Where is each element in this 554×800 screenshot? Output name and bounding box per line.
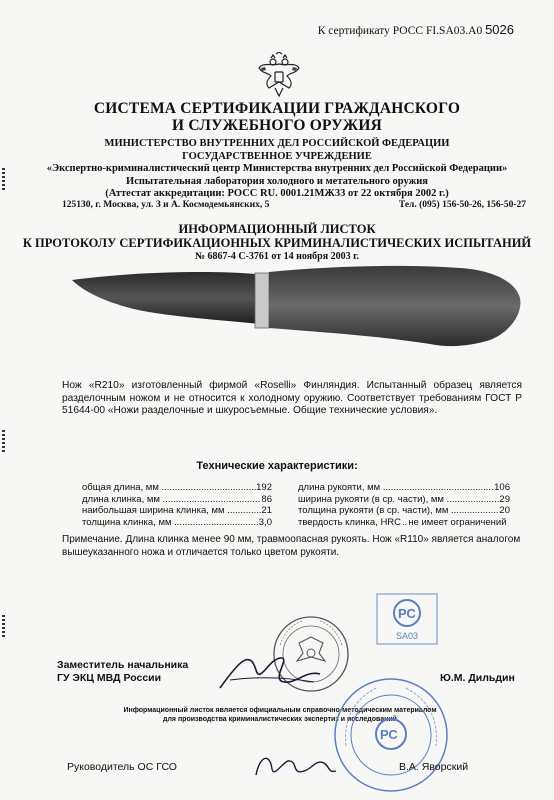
deputy-name: Ю.М. Дильдин — [440, 672, 515, 684]
lab-address: 125130, г. Москва, ул. З и А. Космодемьянских, 5 — [62, 200, 270, 210]
sa03-code: SA03 — [396, 631, 419, 641]
spec-label: длина рукояти, мм ..... — [298, 482, 494, 494]
certificate-reference-prefix: К сертификату РОСС FI.SA03.A0 — [317, 25, 483, 37]
footnote-text: Информационный листок является официальным справочно-методическим материалом для производства криминалистических экспертиз и исследований — [123, 707, 437, 723]
spec-row — [298, 505, 510, 517]
certification-body-seal-icon — [332, 676, 450, 794]
russian-eagle-emblem-icon — [257, 52, 301, 100]
specs-right-column — [298, 482, 510, 528]
spec-row — [82, 517, 272, 529]
spec-row — [82, 494, 272, 506]
spec-value: 106 — [494, 482, 510, 493]
spec-value: 21 — [261, 505, 272, 516]
specs-left-column — [82, 482, 272, 528]
svg-text:РС: РС — [398, 606, 416, 621]
specs-heading: Технические характеристики: — [196, 460, 358, 472]
institution-name: ГОСУДАРСТВЕННОЕ УЧРЕЖДЕНИЕ — [182, 150, 372, 162]
punch-hole-mark — [0, 615, 8, 637]
protocol-number: № 6867-4 С-3761 от 14 ноября 2003 г. — [194, 251, 360, 262]
deputy-signature — [210, 640, 330, 700]
deputy-title-line1: Заместитель начальника — [57, 659, 189, 671]
product-description: Нож «R210» изготовленный фирмой «Roselli» Финляндия. Испытанный образец является разделочным ножом и не относится к холодному оружию. Соответствует требованиям ГОСТ Р 51644-00 «Ножи разделочные и шкуросъемные. Общие технические условия». — [62, 380, 522, 416]
certificate-reference-number: 5026 — [485, 22, 514, 37]
spec-label: твердость клинка, HRC — [298, 516, 402, 528]
document-subtitle: К ПРОТОКОЛУ СЕРТИФИКАЦИОННЫХ КРИМИНАЛИСТИЧЕСКИХ ИСПЫТАНИЙ — [22, 236, 532, 250]
spec-label: толщина клинка, мм ..... — [82, 517, 259, 529]
organization-block — [0, 138, 554, 201]
spec-label: толщина рукояти (в ср. части), мм ..... — [298, 505, 499, 517]
spec-value: 3,0 — [258, 516, 272, 528]
spec-value: 192 — [256, 482, 272, 493]
certificate-reference — [318, 22, 514, 37]
spec-value: 86 — [261, 493, 272, 505]
lab-phone: Тел. (095) 156-50-26, 156-50-27 — [398, 200, 526, 210]
spec-label: ширина рукояти (в ср. части), мм ..... — [298, 494, 499, 506]
header-title-line2: И СЛУЖЕБНОГО ОРУЖИЯ — [172, 117, 382, 134]
head-signature — [250, 745, 340, 785]
spec-label: общая длина, мм ..... — [82, 482, 256, 494]
punch-hole-mark — [0, 430, 8, 452]
spec-row — [82, 482, 272, 494]
spec-row — [298, 482, 510, 494]
center-name: «Экспертно-криминалистический центр Министерства внутренних дел Российской Федерации» — [46, 163, 508, 174]
header-title-line1: СИСТЕМА СЕРТИФИКАЦИИ ГРАЖДАНСКОГО — [93, 100, 461, 117]
spec-row — [298, 494, 510, 506]
note-text: Примечание. Длина клинка менее 90 мм, травмоопасная рукоять. Нож «R110» является аналогом вышеуказанного ножа и отличается только цветом рукояти. — [62, 534, 521, 558]
spec-label: длина клинка, мм ..... — [82, 494, 261, 506]
spec-row — [82, 505, 272, 517]
document-header-title — [0, 100, 554, 134]
deputy-title — [57, 659, 188, 685]
spec-label: наибольшая ширина клинка, мм ..... — [82, 505, 261, 517]
svg-text:РС: РС — [380, 727, 398, 742]
accreditation-info: (Аттестат аккредитации: РОСС RU. 0001.21МЖ33 от 22 октября 2002 г.) — [105, 188, 449, 199]
spec-value: не имеет ограничений — [408, 516, 507, 528]
spec-value: 20 — [499, 505, 510, 516]
deputy-title-line2: ГУ ЭКЦ МВД России — [57, 672, 162, 684]
head-name: В.А. Яворский — [399, 761, 469, 773]
lab-name: Испытательная лаборатория холодного и метательного оружия — [126, 175, 428, 187]
head-title: Руководитель ОС ГСО — [67, 761, 177, 773]
ministry-name: МИНИСТЕРСТВО ВНУТРЕННИХ ДЕЛ РОССИЙСКОЙ ФЕДЕРАЦИИ — [104, 138, 450, 149]
spec-row: твердость клинка, HRC .. не имеет ограничений — [298, 516, 507, 528]
knife-photo — [70, 258, 525, 358]
document-title: ИНФОРМАЦИОННЫЙ ЛИСТОК — [178, 222, 376, 236]
sa03-certification-mark-icon — [376, 593, 438, 645]
spec-value: 29 — [499, 493, 510, 505]
